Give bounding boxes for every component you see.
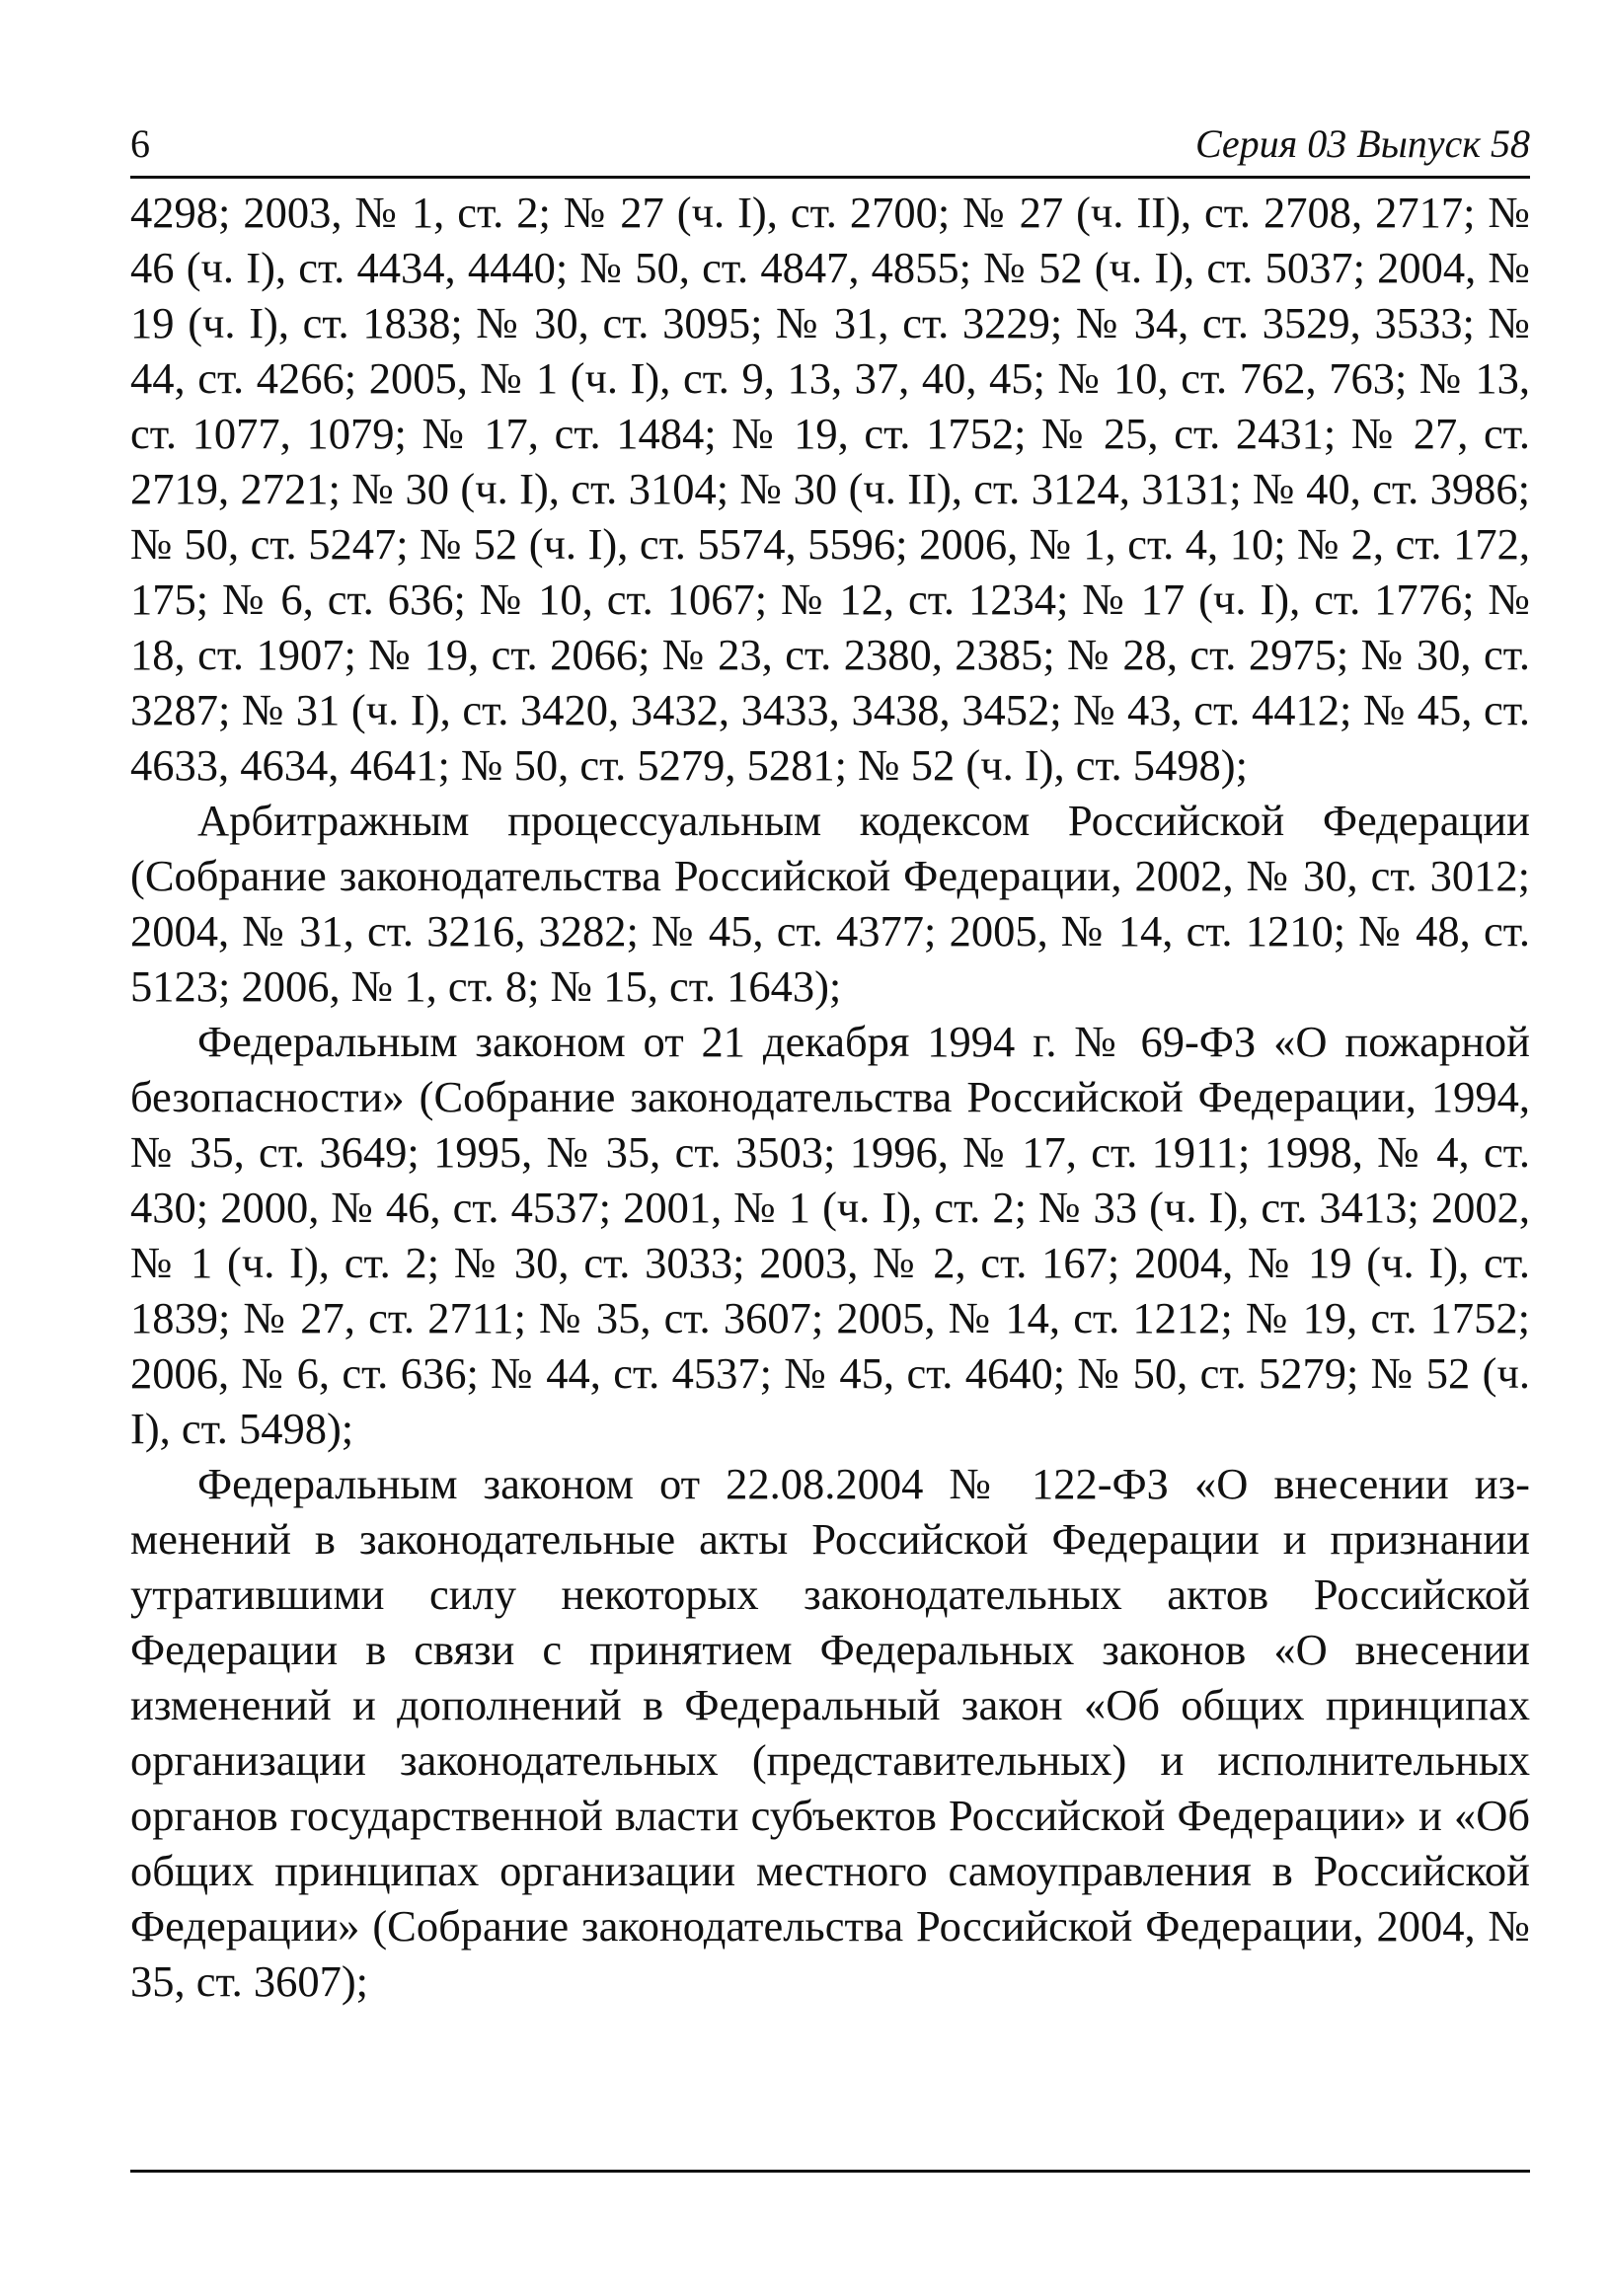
paragraph-law-122-fz: Федеральным законом от 22.08.2004 № 122-ФЗ «О внесении изменений в законодательные акты Российской Федерации и признании утратившими силу некоторых законодательных актов Российской Федерации в связи с принятием Федеральных законов «О внесении изменений и дополнений в Федеральный закон «Об общих принципах организации законодательных (представительных) и исполнительных органов государственной власти субъектов Российской Федерации» и «Об общих принципах организации местного самоуправления в Российской Федерации» (Собрание законодательства Российской Федерации, 2004, № 35, ст. 3607); <box>130 1459 1530 2006</box>
series-label: Серия 03 Выпуск 58 <box>1194 121 1530 166</box>
running-header <box>130 116 1530 179</box>
document-page <box>130 116 1530 2009</box>
body-text <box>130 185 1530 2009</box>
footer-rule <box>130 2170 1530 2173</box>
paragraph-fire-safety-law: Федеральным законом от 21 декабря 1994 г. № 69-ФЗ «О пожарной безопасности» (Собрание законодательства Российской Федерации, 1994, № 35, ст. 3649; 1995, № 35, ст. 3503; 1996, № 17, ст. 1911; 1998, № 4, ст. 430; 2000, № 46, ст. 4537; 2001, № 1 (ч. I), ст. 2; № 33 (ч. I), ст. 3413; 2002, № 1 (ч. I), ст. 2; № 30, ст. 3033; 2003, № 2, ст. 167; 2004, № 19 (ч. I), ст. 1839; № 27, ст. 2711; № 35, ст. 3607; 2005, № 14, ст. 1212; № 19, ст. 1752; 2006, № 6, ст. 636; № 44, ст. 4537; № 45, ст. 4640; № 50, ст. 5279; № 52 (ч. I), ст. 5498); <box>130 1017 1530 1453</box>
paragraph-arbitration-code: Арбитражным процессуальным кодексом Российской Федерации (Собрание законодательства Российской Федерации, 2002, № 30, ст. 3012; 2004, № 31, ст. 3216, 3282; № 45, ст. 4377; 2005, № 14, ст. 1210; № 48, ст. 5123; 2006, № 1, ст. 8; № 15, ст. 1643); <box>130 796 1530 1011</box>
paragraph-citation-continuation: 4298; 2003, № 1, ст. 2; № 27 (ч. I), ст. 2700; № 27 (ч. II), ст. 2708, 2717; № 46 (ч. I), ст. 4434, 4440; № 50, ст. 4847, 4855; № 52 (ч. I), ст. 5037; 2004, № 19 (ч. I), ст. 1838; № 30, ст. 3095; № 31, ст. 3229; № 34, ст. 3529, 3533; № 44, ст. 4266; 2005, № 1 (ч. I), ст. 9, 13, 37, 40, 45; № 10, ст. 762, 763; № 13, ст. 1077, 1079; № 17, ст. 1484; № 19, ст. 1752; № 25, ст. 2431; № 27, ст. 2719, 2721; № 30 (ч. I), ст. 3104; № 30 (ч. II), ст. 3124, 3131; № 40, ст. 3986; № 50, ст. 5247; № 52 (ч. I), ст. 5574, 5596; 2006, № 1, ст. 4, 10; № 2, ст. 172, 175; № 6, ст. 636; № 10, ст. 1067; № 12, ст. 1234; № 17 (ч. I), ст. 1776; № 18, ст. 1907; № 19, ст. 2066; № 23, ст. 2380, 2385; № 28, ст. 2975; № 30, ст. 3287; № 31 (ч. I), ст. 3420, 3432, 3433, 3438, 3452; № 43, ст. 4412; № 45, ст. 4633, 4634, 4641; № 50, ст. 5279, 5281; № 52 (ч. I), ст. 5498); <box>130 188 1530 790</box>
page-number: 6 <box>130 121 150 166</box>
